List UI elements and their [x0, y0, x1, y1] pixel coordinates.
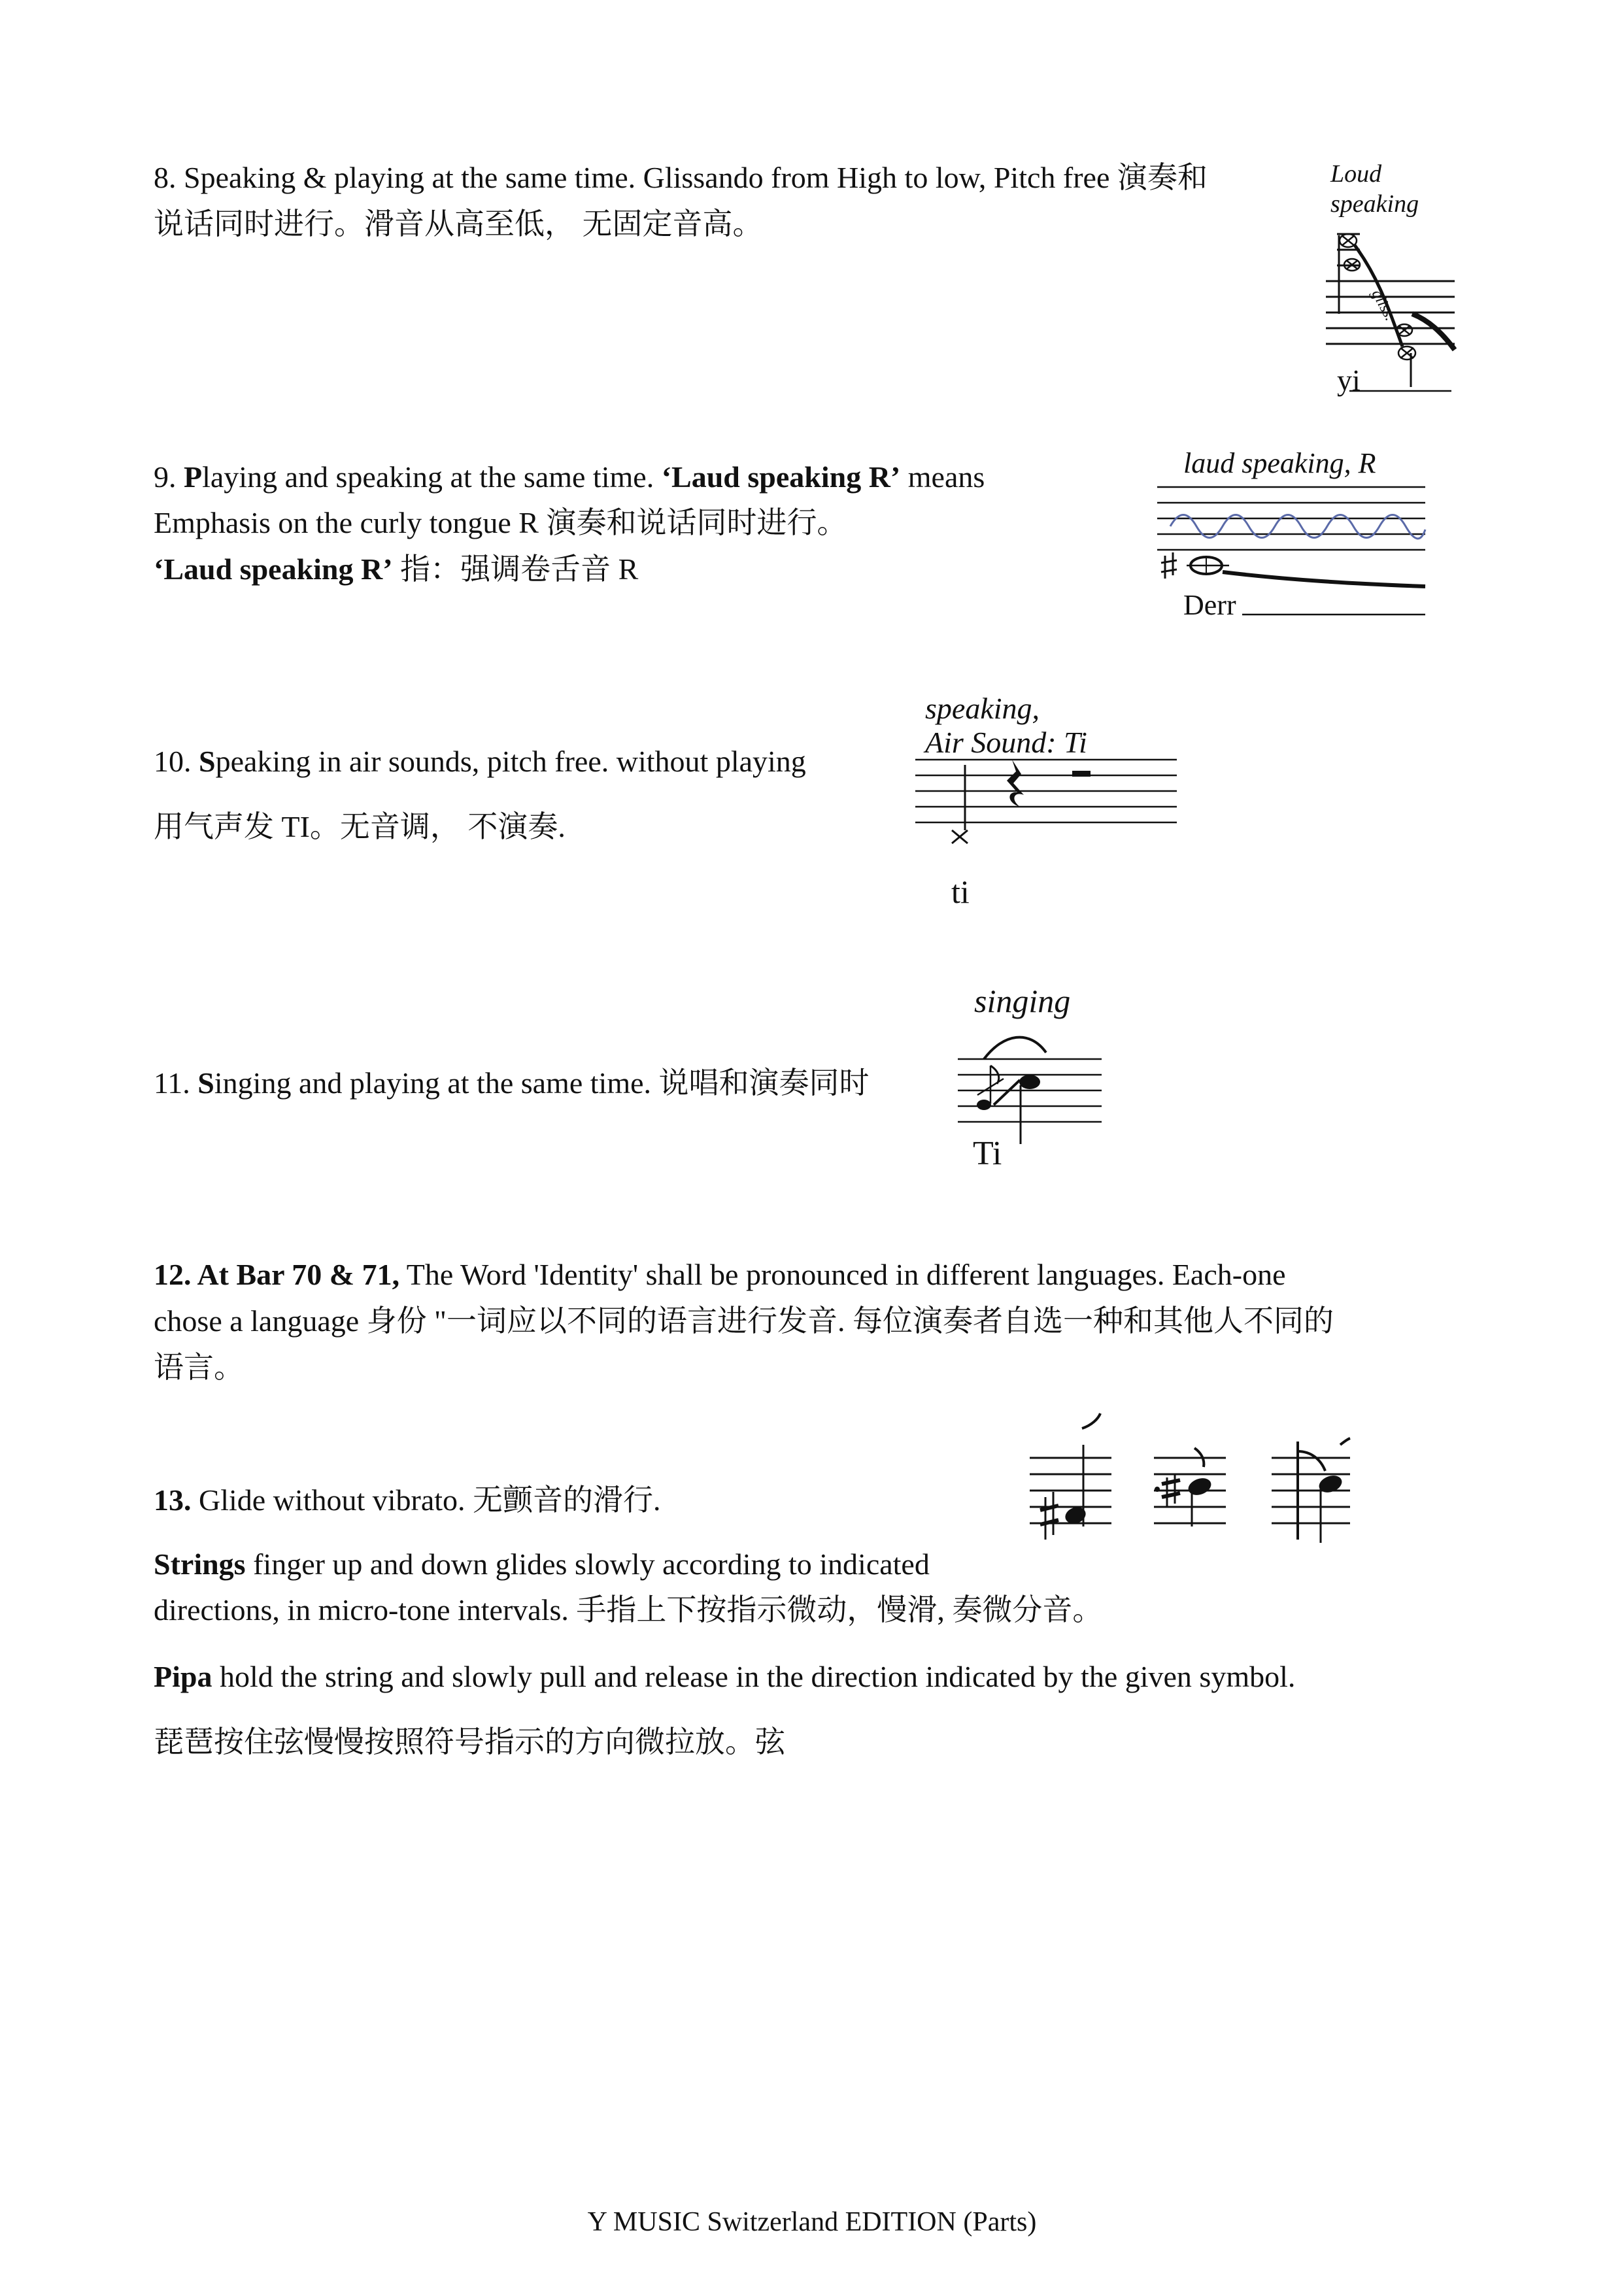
item-8-gliss-label: gliss. [1368, 286, 1399, 324]
item-9-line-1: 9. Playing and speaking at the same time. ‘Laud speaking R’ means [154, 460, 985, 494]
glide-symbol-quarter-sharp-down [1154, 1448, 1226, 1527]
item-13-pipa-line-2: 琵琶按住弦慢慢按照符号指示的方向微拉放。弦 [154, 1725, 785, 1759]
item-12-line-1: 12. At Bar 70 & 71, The Word 'Identity' shall be pronounced in different languages. Each-one [154, 1258, 1286, 1291]
footer-text: Y MUSIC Switzerland EDITION (Parts) [587, 2207, 1037, 2237]
item-11-syllable: Ti [973, 1135, 1002, 1172]
item-13-pipa-line-1: Pipa hold the string and slowly pull and release in the direction indicated by the given symbol. [154, 1660, 1296, 1693]
item-10-line-1: 10. Speaking in air sounds, pitch free. without playing [154, 745, 806, 778]
item-10-figure-caption: speaking, Air Sound: Ti [925, 692, 1087, 759]
item-10-syllable: ti [951, 873, 970, 910]
item-9-line-3: ‘Laud speaking R’ 指：强调卷舌音 R [154, 552, 639, 586]
item-9-line-2: Emphasis on the curly tongue R 演奏和说话同时进行。 [154, 506, 847, 539]
item-8-syllable: yi [1337, 363, 1361, 397]
item-10-line-2: 用气声发 TI。无音调， 不演奏. [154, 810, 566, 843]
item-13-glide-symbols-figure [1023, 1419, 1389, 1569]
item-13-strings-line-2: directions, in micro-tone intervals. 手指上下按指示微动，慢滑, 奏微分音。 [154, 1593, 1103, 1627]
item-12-line-2: chose a language 身份 "一词应以不同的语言进行发音. 每位演奏者自选一种和其他人不同的 [154, 1304, 1334, 1338]
item-9-figure-caption: laud speaking, R [1183, 447, 1376, 479]
item-8-line-1: 8. Speaking & playing at the same time. Glissando from High to low, Pitch free 演奏和 [154, 161, 1208, 194]
glide-symbol-bend-down [1272, 1438, 1350, 1543]
item-13-strings-line-1: Strings finger up and down glides slowly according to indicated [154, 1547, 930, 1581]
item-8-line-2: 说话同时进行。滑音从高至低， 无固定音高。 [154, 207, 763, 241]
item-11-figure-caption: singing [974, 983, 1071, 1019]
item-12-line-3: 语言。 [154, 1351, 244, 1384]
item-10-air-sound-figure [915, 752, 1190, 850]
item-9-syllable: Derr [1183, 589, 1236, 621]
glide-symbol-sharp-up [1030, 1413, 1111, 1540]
item-13-line-1: 13. Glide without vibrato. 无颤音的滑行. [154, 1483, 661, 1517]
item-8-figure-caption: Loud speaking [1330, 160, 1419, 218]
item-11-line-1: 11. Singing and playing at the same time. 说唱和演奏同时 [154, 1066, 870, 1100]
